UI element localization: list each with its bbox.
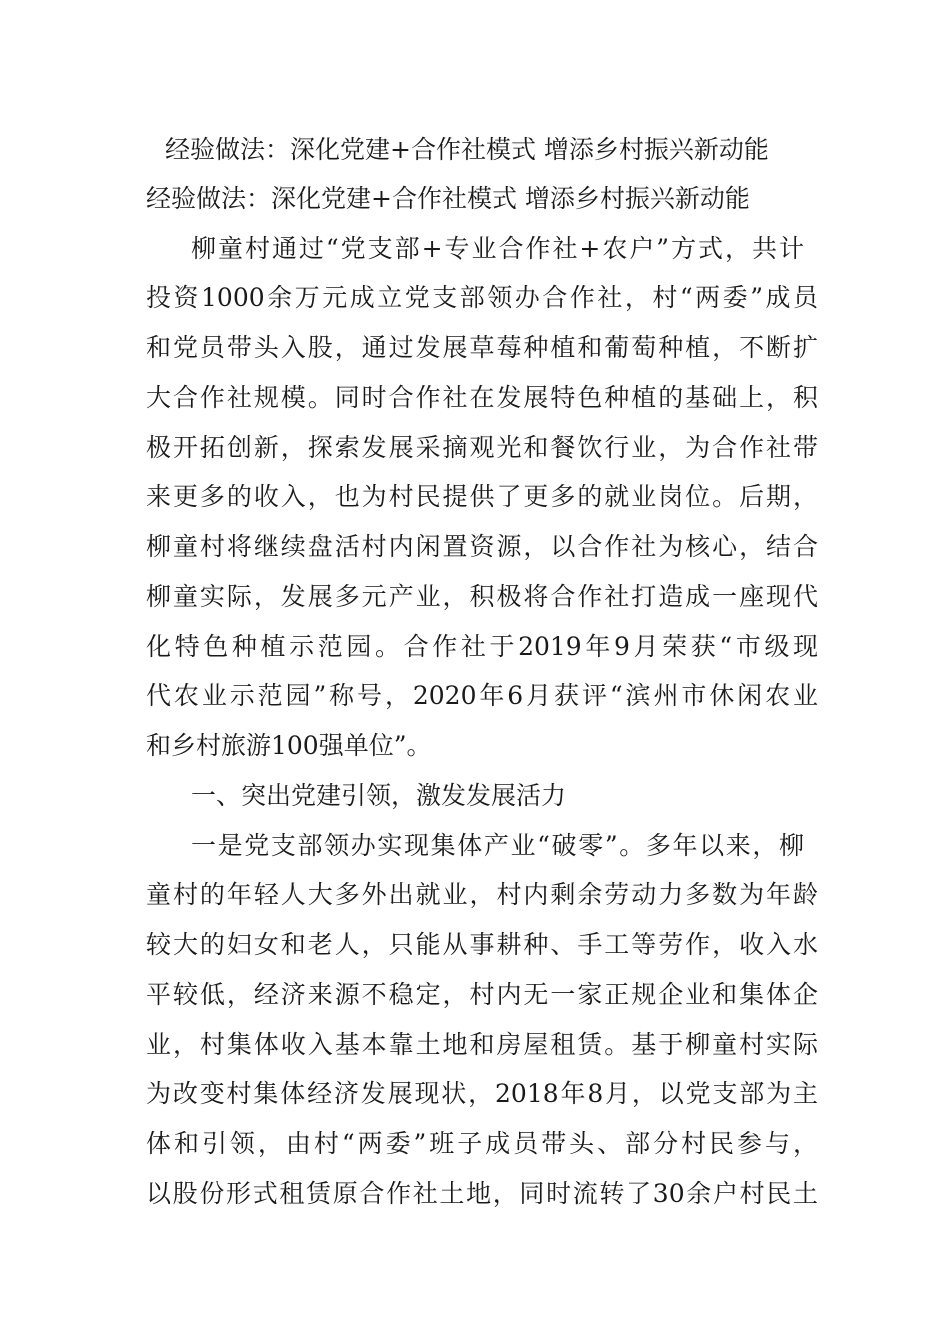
- paragraph-line: 童村的年轻人大多外出就业，村内剩余劳动力多数为年龄: [146, 880, 818, 909]
- paragraph-line: 体和引领，由村“两委”班子成员带头、部分村民参与，: [146, 1129, 818, 1158]
- paragraph-line: 平较低，经济来源不稳定，村内无一家正规企业和集体企: [146, 980, 818, 1009]
- paragraph-line: 极开拓创新，探索发展采摘观光和餐饮行业，为合作社带: [146, 433, 818, 462]
- paragraph-line: 柳童实际，发展多元产业，积极将合作社打造成一座现代: [146, 582, 818, 611]
- paragraph-line: 较大的妇女和老人，只能从事耕种、手工等劳作，收入水: [146, 930, 818, 959]
- paragraph-line: 一是党支部领办实现集体产业“破零”。多年以来，柳: [191, 831, 804, 860]
- paragraph-line: 以股份形式租赁原合作社土地，同时流转了30余户村民土: [146, 1179, 818, 1208]
- document-title-line-2: 经验做法：深化党建+合作社模式 增添乡村振兴新动能: [146, 184, 750, 213]
- paragraph-line: 化特色种植示范园。合作社于2019年9月荣获“市级现: [146, 632, 818, 661]
- paragraph-line: 业，村集体收入基本靠土地和房屋租赁。基于柳童村实际: [146, 1030, 818, 1059]
- paragraph-line: 和党员带头入股，通过发展草莓种植和葡萄种植，不断扩: [146, 333, 818, 362]
- paragraph-line: 投资1000余万元成立党支部领办合作社，村“两委”成员: [146, 283, 818, 312]
- paragraph-line: 和乡村旅游100强单位”。: [146, 731, 432, 760]
- section-heading: 一、突出党建引领，激发发展活力: [191, 781, 567, 810]
- paragraph-line: 大合作社规模。同时合作社在发展特色种植的基础上，积: [146, 383, 818, 412]
- paragraph-line: 为改变村集体经济发展现状，2018年8月，以党支部为主: [146, 1079, 818, 1108]
- paragraph-line: 柳童村通过“党支部+专业合作社+农户”方式，共计: [191, 234, 804, 263]
- document-title-line-1: 经验做法：深化党建+合作社模式 增添乡村振兴新动能: [165, 135, 769, 164]
- paragraph-line: 来更多的收入，也为村民提供了更多的就业岗位。后期，: [146, 482, 818, 511]
- paragraph-line: 代农业示范园”称号，2020年6月获评“滨州市休闲农业: [146, 681, 818, 710]
- paragraph-line: 柳童村将继续盘活村内闲置资源，以合作社为核心，结合: [146, 532, 818, 561]
